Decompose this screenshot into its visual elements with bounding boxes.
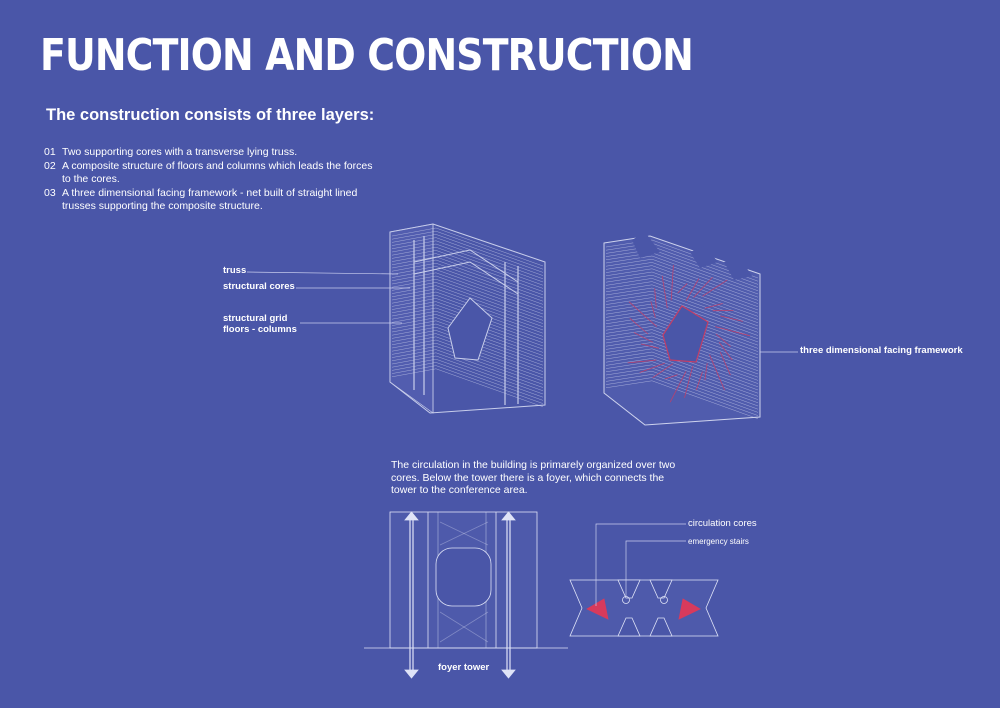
label-foyer-tower: foyer tower <box>438 662 490 673</box>
list-item-number: 02 <box>44 159 56 172</box>
page-title: FUNCTION AND CONSTRUCTION <box>40 30 693 81</box>
list-item-number: 03 <box>44 186 56 199</box>
label-structural-grid: structural grid <box>223 313 288 324</box>
floor-plan-drawing <box>570 580 718 636</box>
circulation-description: The circulation in the building is primarely organized over two cores. Below the tower there is a foyer, which connects the tower to the conference area. <box>391 459 676 496</box>
list-item-text: A composite structure of floors and columns which leads the forces to the cores. <box>62 159 373 185</box>
label-facing-framework: three dimensional facing framework <box>800 345 963 356</box>
label-circulation-cores: circulation cores <box>688 518 757 529</box>
list-item-text: Two supporting cores with a transverse lying truss. <box>62 146 298 158</box>
label-floors-columns: floors - columns <box>223 324 297 335</box>
facing-framework-drawing <box>604 232 760 425</box>
list-item-text: A three dimensional facing framework - net built of straight lined trusses supporting the composite structure. <box>62 186 358 212</box>
structural-model-drawing <box>390 224 545 413</box>
label-emergency-stairs: emergency stairs <box>688 537 749 546</box>
label-truss: truss <box>223 265 247 276</box>
section-subtitle: The construction consists of three layers: <box>46 106 375 124</box>
label-structural-cores: structural cores <box>223 281 295 292</box>
list-item-number: 01 <box>44 146 56 158</box>
tower-elevation-drawing <box>364 512 568 678</box>
